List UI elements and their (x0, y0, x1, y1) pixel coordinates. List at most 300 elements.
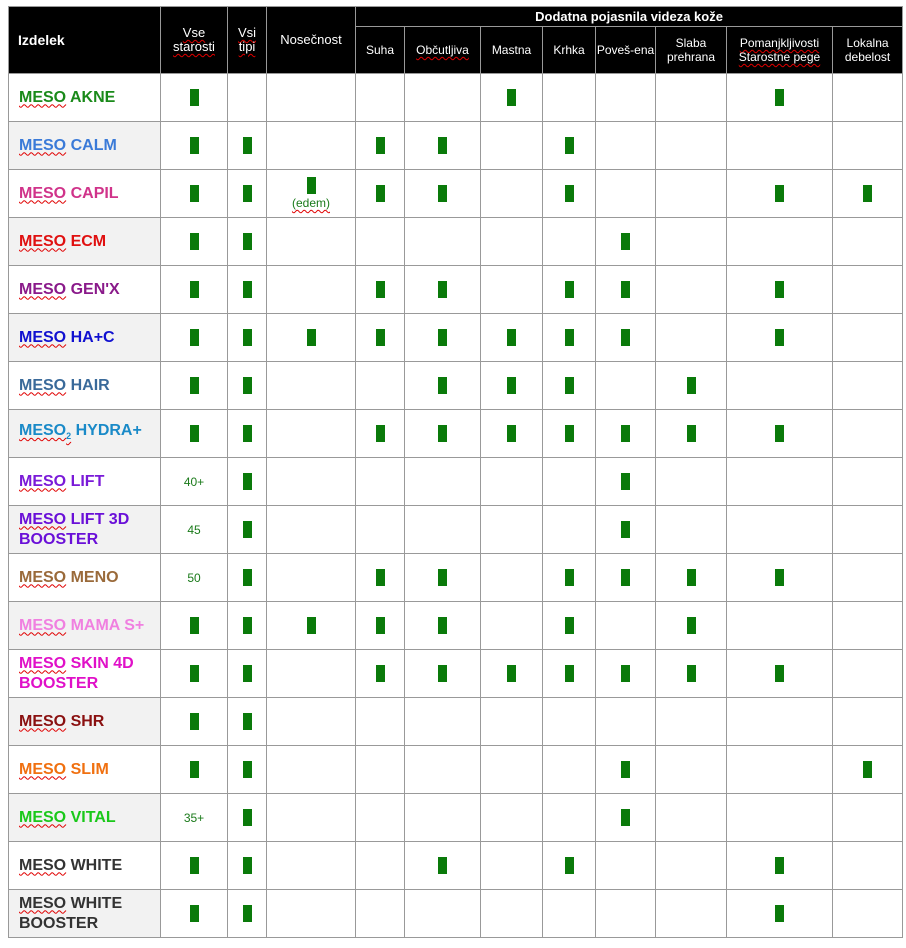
condition-cell-5 (656, 794, 727, 842)
condition-cell-6 (727, 890, 833, 938)
condition-cell-1 (405, 218, 481, 266)
table-row (9, 794, 903, 842)
table-row (9, 746, 903, 794)
condition-cell-0 (356, 602, 405, 650)
product-name: HA+C (70, 328, 115, 346)
subheader-0 (356, 27, 405, 74)
check-mark-icon (190, 857, 199, 874)
all-types-cell (228, 650, 267, 698)
condition-cell-2 (481, 554, 543, 602)
check-mark-icon (621, 665, 630, 682)
condition-cell-1 (405, 74, 481, 122)
condition-cell-7 (833, 266, 903, 314)
condition-cell-7 (833, 122, 903, 170)
check-mark-icon (687, 377, 696, 394)
condition-cell-4 (596, 266, 656, 314)
condition-cell-7 (833, 314, 903, 362)
age-cell (161, 794, 228, 842)
pregnancy-cell (267, 266, 356, 314)
product-name: WHITE BOOSTER (19, 894, 123, 932)
age-value: 50 (187, 570, 201, 585)
check-mark-icon (565, 569, 574, 586)
subheader-3 (543, 27, 596, 74)
condition-cell-2 (481, 74, 543, 122)
check-mark-icon (307, 617, 316, 634)
product-name-cell (9, 314, 161, 362)
condition-cell-2 (481, 890, 543, 938)
product-brand: MESO (19, 280, 67, 298)
condition-cell-2 (481, 794, 543, 842)
condition-cell-4 (596, 74, 656, 122)
check-mark-icon (190, 377, 199, 394)
product-brand: MESO (19, 376, 67, 394)
condition-cell-3 (543, 746, 596, 794)
check-mark-icon (565, 857, 574, 874)
product-name: SLIM (70, 760, 109, 778)
check-mark-icon (190, 329, 199, 346)
check-mark-icon (565, 137, 574, 154)
condition-cell-5 (656, 410, 727, 458)
check-mark-icon (438, 329, 447, 346)
check-mark-icon (438, 137, 447, 154)
table-row (9, 650, 903, 698)
condition-cell-4 (596, 410, 656, 458)
condition-cell-3 (543, 410, 596, 458)
product-brand: MESO (19, 760, 67, 778)
check-mark-icon (376, 665, 385, 682)
condition-cell-1 (405, 554, 481, 602)
table-row (9, 74, 903, 122)
check-mark-icon (438, 377, 447, 394)
condition-cell-0 (356, 266, 405, 314)
pregnancy-note-text: (edem) (291, 196, 330, 210)
condition-cell-7 (833, 362, 903, 410)
check-mark-icon (775, 665, 784, 682)
product-name: SKIN 4D BOOSTER (19, 654, 134, 692)
condition-cell-4 (596, 314, 656, 362)
table-row (9, 362, 903, 410)
age-cell (161, 842, 228, 890)
product-brand: MESO (19, 616, 67, 634)
condition-cell-3 (543, 458, 596, 506)
condition-cell-6 (727, 842, 833, 890)
condition-cell-3 (543, 362, 596, 410)
condition-cell-2 (481, 650, 543, 698)
product-name-cell (9, 650, 161, 698)
condition-cell-3 (543, 266, 596, 314)
condition-cell-7 (833, 602, 903, 650)
check-mark-icon (621, 569, 630, 586)
condition-cell-5 (656, 218, 727, 266)
header-group: Dodatna pojasnila videza kože (356, 7, 903, 27)
table-row (9, 698, 903, 746)
check-mark-icon (307, 177, 316, 194)
check-mark-icon (507, 425, 516, 442)
condition-cell-6 (727, 794, 833, 842)
check-mark-icon (775, 89, 784, 106)
condition-cell-0 (356, 890, 405, 938)
check-mark-icon (438, 185, 447, 202)
product-name: LIFT (70, 472, 105, 490)
product-brand: MESO (19, 184, 67, 202)
table-row (9, 842, 903, 890)
age-cell (161, 506, 228, 554)
condition-cell-5 (656, 74, 727, 122)
header-product: Izdelek (9, 7, 161, 74)
check-mark-icon (376, 137, 385, 154)
table-row (9, 554, 903, 602)
condition-cell-0 (356, 74, 405, 122)
all-types-cell (228, 122, 267, 170)
subheader-label-1: Občutljiva (416, 43, 469, 57)
condition-cell-5 (656, 122, 727, 170)
check-mark-icon (243, 713, 252, 730)
table-row (9, 458, 903, 506)
pregnancy-cell (267, 122, 356, 170)
condition-cell-3 (543, 650, 596, 698)
condition-cell-6 (727, 458, 833, 506)
condition-cell-7 (833, 506, 903, 554)
product-brand: MESO (19, 136, 67, 154)
all-types-cell (228, 362, 267, 410)
condition-cell-0 (356, 362, 405, 410)
age-value: 45 (187, 522, 201, 537)
condition-cell-4 (596, 842, 656, 890)
check-mark-icon (565, 617, 574, 634)
check-mark-icon (507, 329, 516, 346)
condition-cell-2 (481, 170, 543, 218)
table-row (9, 410, 903, 458)
check-mark-icon (190, 761, 199, 778)
check-mark-icon (775, 905, 784, 922)
check-mark-icon (190, 281, 199, 298)
check-mark-icon (243, 665, 252, 682)
check-mark-icon (190, 233, 199, 250)
pregnancy-cell (267, 602, 356, 650)
product-brand: MESO (19, 421, 67, 439)
subheader-1 (405, 27, 481, 74)
check-mark-icon (565, 185, 574, 202)
pregnancy-cell (267, 410, 356, 458)
condition-cell-1 (405, 890, 481, 938)
pregnancy-cell (267, 170, 356, 218)
condition-cell-5 (656, 362, 727, 410)
condition-cell-2 (481, 506, 543, 554)
condition-cell-6 (727, 74, 833, 122)
check-mark-icon (243, 425, 252, 442)
condition-cell-7 (833, 650, 903, 698)
table-row (9, 890, 903, 938)
subheader-label-6: Pomanjkljivosti Starostne pege (738, 36, 821, 64)
product-name-cell (9, 794, 161, 842)
subheader-7 (833, 27, 903, 74)
check-mark-icon (565, 377, 574, 394)
check-mark-icon (565, 425, 574, 442)
condition-cell-5 (656, 506, 727, 554)
check-mark-icon (438, 281, 447, 298)
product-name-cell (9, 458, 161, 506)
condition-cell-6 (727, 746, 833, 794)
check-mark-icon (775, 329, 784, 346)
condition-cell-6 (727, 554, 833, 602)
check-mark-icon (243, 761, 252, 778)
all-types-cell (228, 698, 267, 746)
pregnancy-cell (267, 746, 356, 794)
check-mark-icon (376, 329, 385, 346)
age-value: 35+ (183, 810, 205, 825)
condition-cell-2 (481, 266, 543, 314)
subheader-label-4: Poveš-ena (596, 43, 655, 57)
condition-cell-4 (596, 602, 656, 650)
check-mark-icon (687, 569, 696, 586)
product-name: ECM (70, 232, 107, 250)
header-pregnancy-label: Nosečnost (280, 32, 342, 47)
product-name-cell (9, 890, 161, 938)
condition-cell-6 (727, 410, 833, 458)
condition-cell-2 (481, 698, 543, 746)
check-mark-icon (243, 281, 252, 298)
age-cell (161, 170, 228, 218)
all-types-cell (228, 554, 267, 602)
check-mark-icon (687, 425, 696, 442)
pregnancy-cell (267, 650, 356, 698)
check-mark-icon (621, 281, 630, 298)
condition-cell-7 (833, 458, 903, 506)
condition-cell-3 (543, 554, 596, 602)
condition-cell-3 (543, 506, 596, 554)
condition-cell-4 (596, 794, 656, 842)
condition-cell-4 (596, 746, 656, 794)
product-name: VITAL (70, 808, 116, 826)
condition-cell-5 (656, 650, 727, 698)
check-mark-icon (621, 809, 630, 826)
check-mark-icon (190, 617, 199, 634)
check-mark-icon (243, 569, 252, 586)
condition-cell-0 (356, 218, 405, 266)
age-cell (161, 74, 228, 122)
condition-cell-4 (596, 650, 656, 698)
condition-cell-0 (356, 554, 405, 602)
check-mark-icon (243, 521, 252, 538)
pregnancy-cell (267, 458, 356, 506)
condition-cell-6 (727, 314, 833, 362)
check-mark-icon (243, 377, 252, 394)
header-pregnancy (267, 7, 356, 74)
condition-cell-6 (727, 602, 833, 650)
pregnancy-note (267, 196, 355, 210)
pregnancy-cell (267, 698, 356, 746)
pregnancy-cell (267, 842, 356, 890)
condition-cell-4 (596, 506, 656, 554)
check-mark-icon (507, 89, 516, 106)
table-row (9, 122, 903, 170)
condition-cell-5 (656, 842, 727, 890)
condition-cell-0 (356, 698, 405, 746)
product-brand: MESO (19, 856, 67, 874)
check-mark-icon (243, 137, 252, 154)
check-mark-icon (243, 329, 252, 346)
condition-cell-5 (656, 890, 727, 938)
condition-cell-7 (833, 410, 903, 458)
all-types-cell (228, 266, 267, 314)
condition-cell-7 (833, 170, 903, 218)
product-table (8, 6, 903, 938)
all-types-cell (228, 410, 267, 458)
product-brand: MESO (19, 712, 67, 730)
check-mark-icon (775, 857, 784, 874)
table-row (9, 506, 903, 554)
product-name-cell (9, 218, 161, 266)
condition-cell-1 (405, 122, 481, 170)
condition-cell-0 (356, 314, 405, 362)
product-brand: MESO (19, 328, 67, 346)
condition-cell-1 (405, 506, 481, 554)
condition-cell-2 (481, 410, 543, 458)
condition-cell-1 (405, 266, 481, 314)
condition-cell-1 (405, 698, 481, 746)
check-mark-icon (565, 329, 574, 346)
subheader-label-7: Lokalna debelost (844, 36, 891, 64)
all-types-cell (228, 746, 267, 794)
condition-cell-7 (833, 698, 903, 746)
product-name: SHR (70, 712, 105, 730)
check-mark-icon (190, 89, 199, 106)
condition-cell-4 (596, 890, 656, 938)
age-cell (161, 410, 228, 458)
condition-cell-4 (596, 122, 656, 170)
condition-cell-2 (481, 842, 543, 890)
check-mark-icon (621, 329, 630, 346)
check-mark-icon (190, 137, 199, 154)
product-name-cell (9, 842, 161, 890)
age-cell (161, 602, 228, 650)
condition-cell-2 (481, 122, 543, 170)
age-cell (161, 746, 228, 794)
check-mark-icon (507, 377, 516, 394)
check-mark-icon (307, 329, 316, 346)
table-row (9, 314, 903, 362)
product-name-cell (9, 554, 161, 602)
condition-cell-4 (596, 554, 656, 602)
check-mark-icon (243, 233, 252, 250)
condition-cell-0 (356, 170, 405, 218)
check-mark-icon (243, 809, 252, 826)
pregnancy-cell (267, 74, 356, 122)
product-name-cell (9, 746, 161, 794)
condition-cell-3 (543, 170, 596, 218)
condition-cell-2 (481, 218, 543, 266)
check-mark-icon (243, 617, 252, 634)
condition-cell-2 (481, 746, 543, 794)
condition-cell-1 (405, 458, 481, 506)
condition-cell-6 (727, 122, 833, 170)
header-all-types (228, 7, 267, 74)
condition-cell-6 (727, 266, 833, 314)
product-subscript: 2 (66, 431, 72, 442)
all-types-cell (228, 74, 267, 122)
table-row (9, 170, 903, 218)
condition-cell-3 (543, 602, 596, 650)
age-cell (161, 122, 228, 170)
condition-cell-2 (481, 314, 543, 362)
product-name-cell (9, 266, 161, 314)
table-row (9, 218, 903, 266)
check-mark-icon (687, 665, 696, 682)
condition-cell-1 (405, 410, 481, 458)
condition-cell-1 (405, 170, 481, 218)
age-cell (161, 698, 228, 746)
product-name: MENO (70, 568, 119, 586)
condition-cell-3 (543, 698, 596, 746)
check-mark-icon (775, 569, 784, 586)
all-types-cell (228, 170, 267, 218)
pregnancy-cell (267, 362, 356, 410)
product-name: LIFT 3D BOOSTER (19, 510, 130, 548)
condition-cell-4 (596, 218, 656, 266)
product-name-cell (9, 362, 161, 410)
condition-cell-0 (356, 458, 405, 506)
age-cell (161, 266, 228, 314)
subheader-6 (727, 27, 833, 74)
check-mark-icon (376, 617, 385, 634)
product-table-wrapper (8, 6, 903, 938)
condition-cell-3 (543, 218, 596, 266)
all-types-cell (228, 506, 267, 554)
product-brand: MESO (19, 232, 67, 250)
check-mark-icon (376, 185, 385, 202)
check-mark-icon (376, 425, 385, 442)
product-brand: MESO (19, 894, 67, 912)
subheader-label-0: Suha (365, 43, 395, 57)
subheader-label-5: Slaba prehrana (666, 36, 716, 64)
check-mark-icon (621, 761, 630, 778)
condition-cell-5 (656, 746, 727, 794)
all-types-cell (228, 458, 267, 506)
product-brand: MESO (19, 568, 67, 586)
check-mark-icon (621, 473, 630, 490)
all-types-cell (228, 602, 267, 650)
condition-cell-0 (356, 410, 405, 458)
product-name: HAIR (70, 376, 110, 394)
check-mark-icon (243, 185, 252, 202)
table-row (9, 602, 903, 650)
all-types-cell (228, 794, 267, 842)
condition-cell-4 (596, 698, 656, 746)
check-mark-icon (243, 857, 252, 874)
condition-cell-1 (405, 746, 481, 794)
condition-cell-0 (356, 794, 405, 842)
subheader-label-2: Mastna (491, 43, 532, 57)
product-brand: MESO (19, 510, 67, 528)
check-mark-icon (775, 281, 784, 298)
check-mark-icon (438, 569, 447, 586)
header-all-types-label: Vsi tipi (237, 25, 257, 54)
check-mark-icon (190, 425, 199, 442)
pregnancy-cell (267, 890, 356, 938)
product-name-cell (9, 122, 161, 170)
condition-cell-1 (405, 362, 481, 410)
pregnancy-cell (267, 218, 356, 266)
condition-cell-1 (405, 794, 481, 842)
age-cell (161, 458, 228, 506)
condition-cell-0 (356, 650, 405, 698)
condition-cell-6 (727, 362, 833, 410)
age-cell (161, 650, 228, 698)
condition-cell-5 (656, 698, 727, 746)
all-types-cell (228, 842, 267, 890)
table-body (9, 74, 903, 938)
pregnancy-cell (267, 554, 356, 602)
